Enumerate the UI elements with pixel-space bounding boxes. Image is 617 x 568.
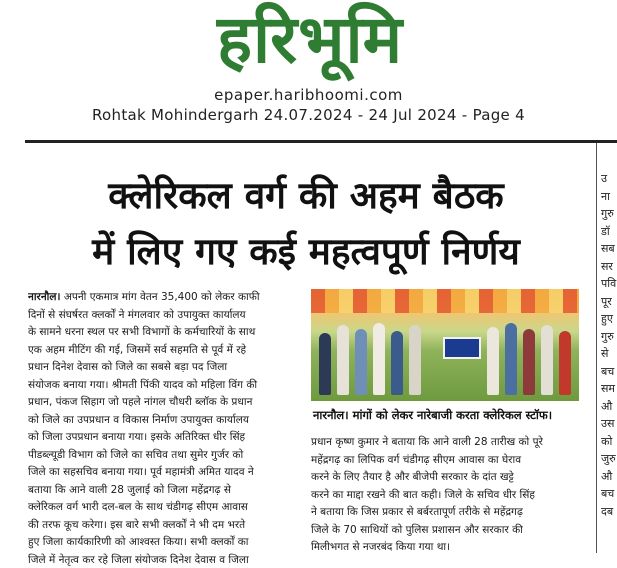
text-line xyxy=(28,289,300,307)
fragment-line: से xyxy=(601,347,609,360)
photo-person xyxy=(541,325,553,395)
fragment-line: डॉ xyxy=(601,224,610,238)
fragment-line: सब xyxy=(601,242,615,255)
text-line: को जिला उपप्रधान बनाया गया। इसके अतिरिक्त धीर सिंह xyxy=(28,431,246,443)
haribhoomi-logo[interactable]: हरिभूमि xyxy=(216,1,404,78)
fragment-line: सम xyxy=(601,382,616,395)
top-column-rule xyxy=(25,140,617,143)
fragment-line: गुरु xyxy=(601,329,614,343)
text-line: पीडब्ल्यूडी विभाग को जिले का सचिव तथा सुमेर गुर्जर को xyxy=(28,448,244,461)
text-line: को जिले का उपप्रधान व विकास निर्माण उपायुक्त कार्यालय xyxy=(28,413,249,426)
fragment-line: गुरु xyxy=(601,207,614,220)
text-line: जिले का सहसचिव बनाया गया। पूर्व महामंत्री अमित यादव ने xyxy=(28,466,254,478)
text-line: जिले में नेतृत्व कर रहे जिला संयोजक दिनेश देवास व जिला xyxy=(28,553,249,566)
news-photo[interactable] xyxy=(311,289,579,401)
dateline: नारनौल। xyxy=(28,291,61,303)
article-headline xyxy=(20,168,592,280)
fragment-line: उ xyxy=(601,172,608,185)
headline-line: में लिए गए कई महत्वपूर्ण निर्णय xyxy=(92,230,520,273)
text-line: करने के लिए तैयार है और बीजेपी सरकार के दांत खट्टे xyxy=(311,471,514,483)
adjacent-article-fragment xyxy=(601,170,617,560)
text-line: जिले के 70 साथियों को पुलिस प्रशासन और सरकार की xyxy=(311,523,523,536)
epaper-url[interactable]: epaper.haribhoomi.com xyxy=(214,86,403,104)
fragment-line: बच xyxy=(601,364,615,378)
photo-person xyxy=(319,333,331,395)
fragment-line: दब xyxy=(601,504,614,518)
fragment-line: पूर xyxy=(601,294,612,308)
fragment-line: सर xyxy=(601,259,613,273)
text-line: के सामने धरना स्थल पर सभी विभागों के कर्मचारियों के साथ xyxy=(28,326,256,338)
text-line: महेंद्रगढ़ का लिपिक वर्ग चंडीगढ़ सीएम आवास का घेराव xyxy=(311,453,522,466)
text-line: प्रधान कृष्ण कुमार ने बताया कि आने वाली 28 तारीख को पूरे xyxy=(311,436,543,448)
text-line: एक अहम मीटिंग की गई, जिसमें सर्व सहमति से पूर्व में रहे xyxy=(28,343,247,356)
text-line: ने बताया कि जिस प्रकार से बर्बरतापूर्ण तरीके से महेंद्रगढ़ xyxy=(311,506,523,518)
text-line: बताया कि आने वाली 28 जुलाई को जिला महेंद्रगढ़ से xyxy=(28,483,231,496)
photo-person xyxy=(523,329,535,395)
photo-person xyxy=(505,323,517,395)
column-divider xyxy=(596,143,597,553)
fragment-line: हुए xyxy=(601,312,613,325)
text-line-content: अपनी एकमात्र मांग वेतन 35,400 को लेकर काफी xyxy=(63,291,260,303)
photo-person xyxy=(337,325,349,395)
article-left-column xyxy=(28,289,300,568)
photo-person xyxy=(409,325,421,395)
text-line: की तरफ कूच करेगा। इस बारे सभी क्लर्कों ने भी दम भरते xyxy=(28,518,246,531)
fragment-line: औ xyxy=(601,469,613,483)
text-line: क्लेरिकल वर्ग भारी दल-बल के साथ चंडीगढ़ सीएम आवास xyxy=(28,501,248,513)
text-line: करने का माद्दा रखने की बात कही। जिले के सचिव धीर सिंह xyxy=(311,488,535,501)
photo-person xyxy=(355,329,367,395)
edition-info: Rohtak Mohindergarh 24.07.2024 - 24 Jul 2024 - Page 4 xyxy=(91,106,525,124)
fragment-line: औ xyxy=(601,399,613,413)
article-right-column xyxy=(311,434,579,557)
photo-banner xyxy=(443,337,481,359)
fragment-line: उस xyxy=(601,417,615,430)
photo-bunting xyxy=(311,289,579,313)
fragment-line: को xyxy=(601,434,613,448)
photo-person xyxy=(559,331,571,395)
photo-person xyxy=(391,331,403,395)
fragment-line: पवि xyxy=(601,277,617,290)
text-line: हुए जिला कार्यकारिणी को आश्वस्त किया। सभी क्लर्कों का xyxy=(28,536,249,548)
photo-person xyxy=(373,323,385,395)
text-line: मिलीभगत से नजरबंद किया गया था। xyxy=(311,541,451,553)
text-line: संयोजक बनाया गया। श्रीमती पिंकी यादव को महिला विंग की xyxy=(28,378,258,391)
fragment-line: बच xyxy=(601,487,615,500)
text-line: प्रधान, पंकज सिहाग जो पहले नांगल चौधरी ब्लॉक के प्रधान xyxy=(28,396,253,408)
fragment-line: ना xyxy=(601,189,610,203)
headline-line: क्लेरिकल वर्ग की अहम बैठक xyxy=(108,174,504,217)
text-line: प्रधान दिनेश देवास को जिले का सबसे बड़ा पद जिला xyxy=(28,361,228,373)
masthead xyxy=(0,0,617,130)
fragment-line: जुरु xyxy=(601,452,616,465)
photo-person xyxy=(487,327,499,395)
photo-caption: नारनौल। मांगों को लेकर नारेबाजी करता क्लेरिकल स्टॉफ। xyxy=(311,401,579,429)
text-line: दिनों से संघर्षरत क्लर्कों ने मंगलवार को उपायुक्त कार्यालय xyxy=(28,308,246,321)
